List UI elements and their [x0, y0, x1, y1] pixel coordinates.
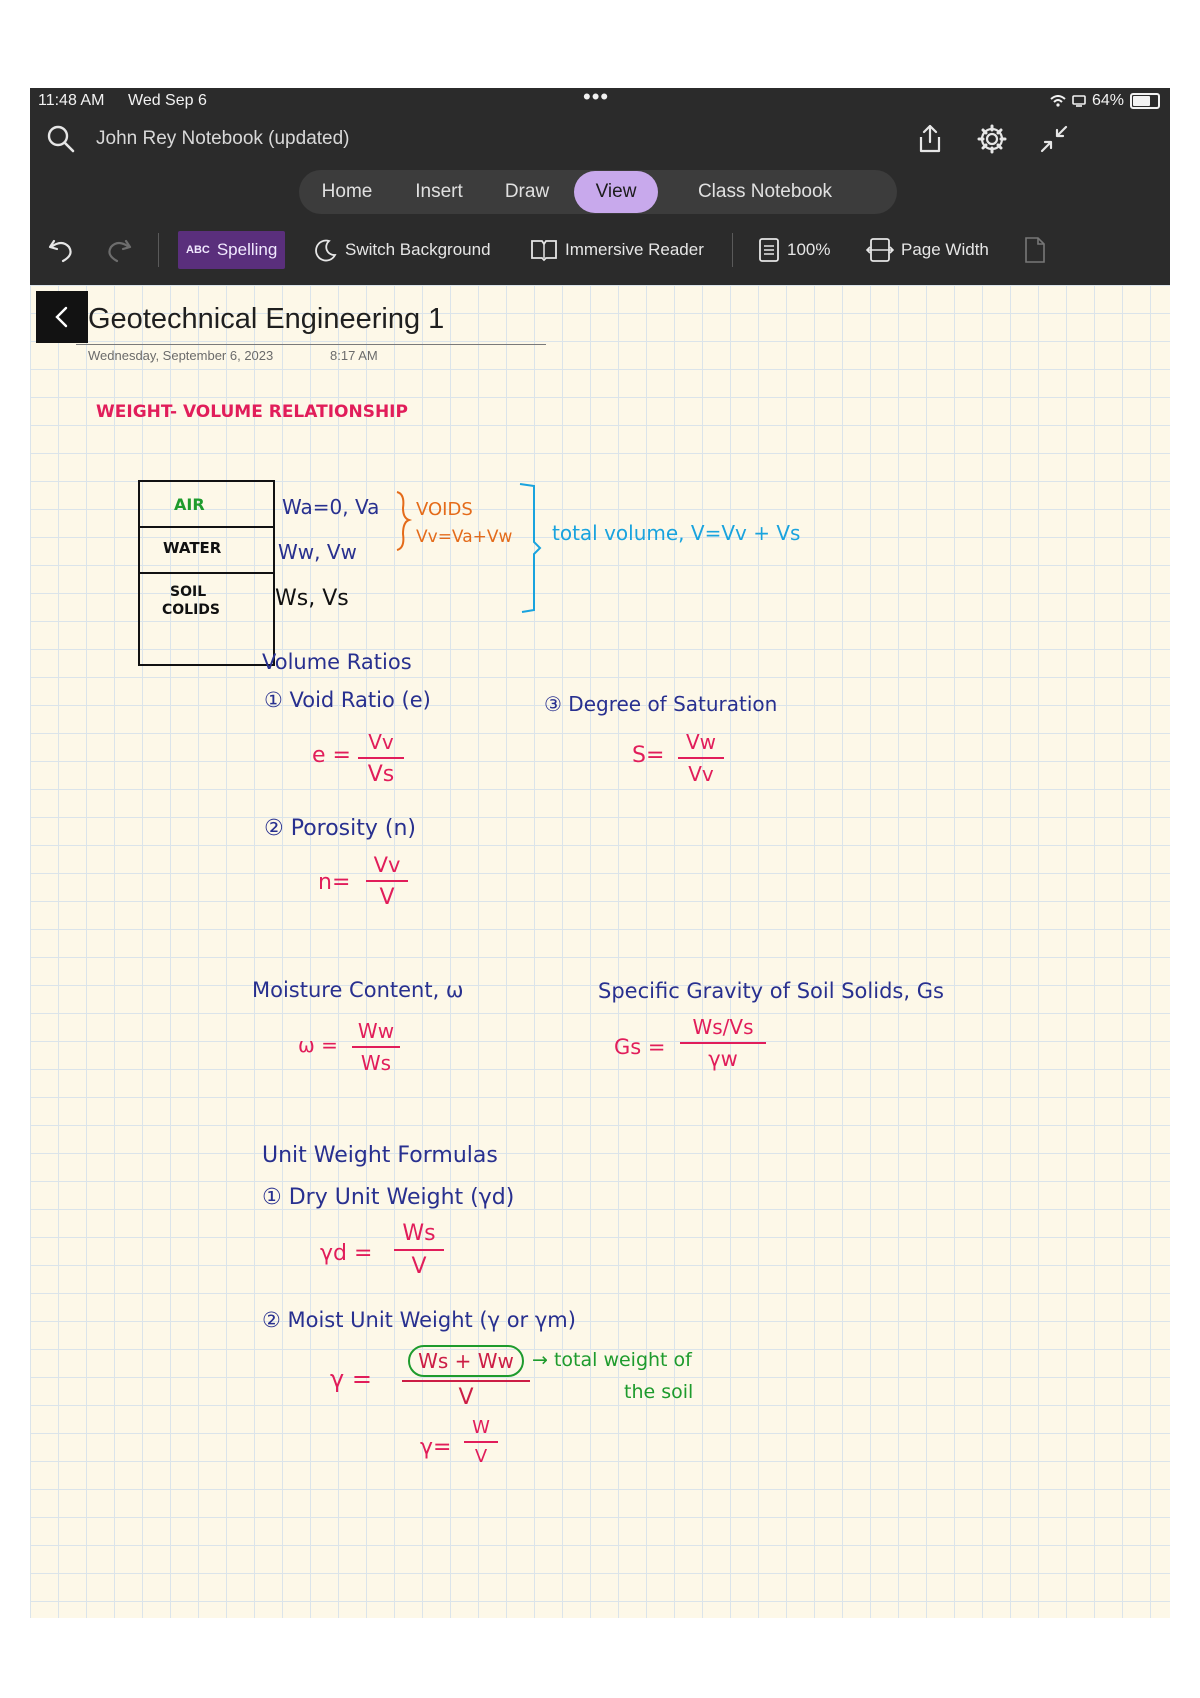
saturation-numerator: Vw — [685, 730, 717, 754]
wifi-icon — [1050, 95, 1066, 107]
saturation-lhs: S= — [632, 743, 665, 768]
fraction-bar — [402, 1380, 530, 1382]
tab-class-notebook[interactable]: Class Notebook — [697, 181, 833, 202]
void-ratio-lhs: e = — [312, 743, 351, 768]
total-volume-note: total volume, V=Vv + Vs — [552, 521, 801, 545]
multitasking-dots-icon[interactable]: ••• — [583, 88, 610, 109]
spelling-check-icon: ABC — [186, 243, 210, 256]
tab-insert[interactable]: Insert — [415, 181, 463, 202]
toolbar-divider — [158, 233, 159, 267]
battery-level — [1133, 96, 1150, 106]
moisture-numerator: Ww — [357, 1019, 395, 1043]
void-ratio-fraction — [358, 730, 404, 787]
porosity-label: ② Porosity (n) — [264, 816, 417, 841]
dry-lhs: γd = — [320, 1241, 373, 1266]
gamma-denominator: V — [474, 1446, 488, 1467]
porosity-fraction — [366, 853, 408, 910]
zoom-button[interactable] — [758, 231, 830, 269]
moist-denominator: V — [458, 1385, 474, 1410]
dry-denominator: V — [411, 1254, 427, 1279]
page-time: 8:17 AM — [330, 348, 378, 363]
void-ratio-denominator: Vs — [367, 762, 395, 787]
phase-diagram — [138, 480, 275, 666]
zoom-level: 100% — [787, 240, 831, 259]
void-ratio-label: ① Void Ratio (e) — [264, 688, 431, 712]
share-icon[interactable] — [913, 122, 947, 156]
voids-label: VOIDS — [416, 499, 473, 520]
notebook-page[interactable] — [30, 285, 1170, 1618]
status-time: 11:48 AM — [38, 92, 105, 109]
gs-denominator: γw — [708, 1047, 738, 1071]
chevron-left-icon — [52, 305, 72, 329]
total-weight-note: → total weight of — [532, 1349, 692, 1371]
saturation-denominator: Vv — [688, 762, 714, 786]
gamma-numerator: W — [472, 1417, 490, 1438]
saturation-fraction — [678, 730, 724, 786]
spelling-label: Spelling — [216, 240, 278, 259]
unit-weight-heading: Unit Weight Formulas — [262, 1143, 498, 1168]
phase-solids: COLIDS — [162, 602, 221, 618]
moist-lhs: γ = — [330, 1365, 372, 1393]
fraction-bar — [394, 1249, 444, 1251]
ribbon-tabs — [299, 170, 897, 214]
switch-background-button[interactable] — [314, 231, 491, 269]
gear-icon[interactable] — [975, 122, 1009, 156]
top-chrome — [30, 88, 1170, 285]
battery-icon — [1130, 93, 1160, 109]
fraction-bar — [358, 757, 404, 759]
fraction-bar — [352, 1046, 400, 1048]
immersive-reader-label: Immersive Reader — [565, 240, 704, 259]
voids-equation: Vv=Va+Vw — [416, 527, 513, 547]
battery-percent: 64% — [1091, 92, 1124, 109]
phase-air: AIR — [174, 495, 205, 514]
moist-numerator: Ws + Ww — [408, 1345, 524, 1377]
soil-values: Ws, Vs — [275, 586, 349, 611]
undo-icon[interactable] — [46, 235, 76, 265]
moisture-content-label: Moisture Content, ω — [252, 978, 464, 1002]
total-weight-note-2: the soil — [624, 1381, 694, 1403]
air-values: Wa=0, Va — [282, 495, 380, 519]
phase-air-cell — [140, 482, 273, 528]
redo-icon[interactable] — [104, 235, 134, 265]
spelling-button[interactable] — [178, 231, 285, 269]
document-zoom-icon — [758, 237, 780, 263]
moon-icon — [314, 238, 338, 262]
immersive-reader-icon — [530, 238, 558, 262]
dry-numerator: Ws — [402, 1221, 436, 1246]
phase-soil: SOIL — [170, 584, 207, 600]
page-width-button[interactable] — [866, 231, 989, 269]
title-bar — [30, 118, 1170, 162]
moisture-lhs: ω = — [298, 1033, 338, 1057]
dry-fraction — [394, 1221, 444, 1279]
title-underline — [76, 344, 546, 345]
moisture-fraction — [352, 1019, 400, 1075]
specific-gravity-label: Specific Gravity of Soil Solids, Gs — [598, 979, 944, 1003]
fraction-bar — [678, 757, 724, 759]
tab-view[interactable]: View — [574, 171, 658, 213]
page-icon[interactable] — [1024, 236, 1046, 264]
gs-lhs: Gs = — [614, 1035, 666, 1059]
moisture-denominator: Ws — [360, 1051, 392, 1075]
status-right — [1050, 92, 1160, 110]
porosity-numerator: Vv — [373, 853, 401, 877]
fraction-bar — [464, 1441, 498, 1443]
gs-fraction — [680, 1015, 766, 1071]
immersive-reader-button[interactable] — [530, 231, 704, 269]
phase-water: WATER — [163, 539, 222, 557]
gs-numerator: Ws/Vs — [692, 1015, 754, 1039]
dry-unit-weight-label: ① Dry Unit Weight (γd) — [262, 1185, 515, 1210]
gamma-lhs: γ= — [420, 1435, 452, 1460]
screen-mirror-icon — [1072, 95, 1086, 107]
tab-draw[interactable]: Draw — [504, 181, 550, 202]
app-window — [30, 88, 1170, 1618]
search-icon[interactable] — [46, 124, 76, 154]
back-button[interactable] — [36, 291, 88, 343]
page-width-label: Page Width — [901, 240, 989, 259]
fraction-bar — [366, 880, 408, 882]
saturation-label: ③ Degree of Saturation — [544, 692, 778, 716]
page-title[interactable]: Geotechnical Engineering 1 — [88, 303, 445, 335]
fraction-bar — [680, 1042, 766, 1044]
heading-weight-volume: WEIGHT- VOLUME RELATIONSHIP — [96, 402, 408, 422]
total-brace — [518, 482, 544, 614]
void-ratio-numerator: Vv — [368, 730, 394, 754]
porosity-lhs: n= — [318, 870, 351, 895]
page-date: Wednesday, September 6, 2023 — [88, 348, 274, 363]
porosity-denominator: V — [379, 885, 395, 910]
view-toolbar — [30, 225, 1170, 275]
water-values: Ww, Vw — [278, 540, 357, 564]
tab-home[interactable]: Home — [321, 181, 373, 202]
volume-ratios-heading: Volume Ratios — [262, 650, 412, 674]
toolbar-divider — [732, 233, 733, 267]
page-width-icon — [866, 237, 894, 263]
switch-background-label: Switch Background — [345, 240, 491, 259]
voids-brace — [393, 490, 413, 552]
status-date: Wed Sep 6 — [128, 92, 207, 109]
moist-unit-weight-label: ② Moist Unit Weight (γ or γm) — [262, 1308, 576, 1332]
gamma-fraction — [464, 1417, 498, 1467]
moist-fraction — [402, 1345, 530, 1410]
collapse-icon[interactable] — [1037, 122, 1071, 156]
notebook-title[interactable]: John Rey Notebook (updated) — [96, 128, 350, 149]
